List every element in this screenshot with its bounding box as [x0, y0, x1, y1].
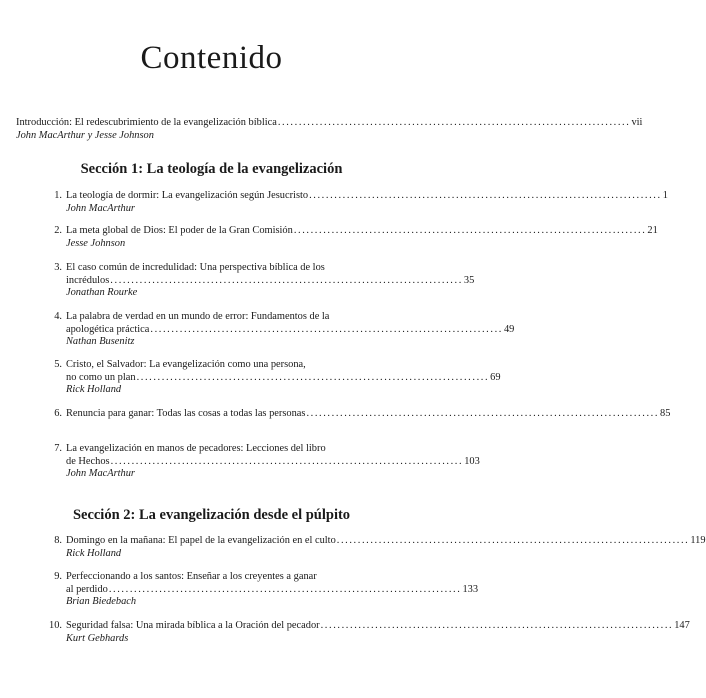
entry-number: 10.: [49, 620, 62, 631]
toc-line: [66, 311, 412, 324]
toc-entry: [42, 443, 480, 481]
entry-number: 4.: [54, 311, 62, 322]
page-number: 69: [490, 371, 501, 383]
entry-number: 5.: [54, 359, 62, 370]
toc-line: [66, 535, 706, 548]
entry-author: Rick Holland: [66, 384, 122, 396]
dot-leader: ....................................................................................: [309, 190, 662, 201]
toc-line: [66, 190, 668, 203]
entry-title: Cristo, el Salvador: La evangelización como una persona,: [66, 359, 306, 370]
entry-author: Brian Biedebach: [66, 596, 137, 608]
toc-entry: [42, 190, 668, 215]
entry-author: Jesse Johnson: [66, 237, 126, 249]
entry-author: Nathan Busenitz: [66, 336, 135, 348]
entry-author: John MacArthur: [66, 468, 135, 480]
dot-leader: ....................................................................................: [110, 274, 463, 286]
dot-leader: ....................................................................................: [150, 323, 503, 335]
toc-line: [66, 371, 501, 385]
entry-title: Renuncia para ganar: Todas las cosas a todas las personas: [66, 408, 306, 419]
toc-line: [66, 620, 690, 633]
dot-leader: ....................................................................................: [108, 583, 462, 595]
entry-title: La meta global de Dios: El poder de la Gran Comisión: [66, 225, 293, 236]
dot-leader: ....................................................................................: [110, 455, 464, 467]
toc-entry: [42, 262, 475, 300]
toc-line: [66, 443, 412, 456]
page-number: 103: [464, 455, 480, 467]
section-heading: Sección 1: La teología de la evangelización: [80, 161, 343, 177]
entry-title: Introducción: El redescubrimiento de la evangelización bíblica: [16, 117, 277, 128]
toc-line: [66, 455, 480, 469]
entry-number: 1.: [54, 190, 62, 201]
dot-leader: ....................................................................................: [306, 408, 660, 419]
entry-title: El caso común de incredulidad: Una perspectiva bíblica de los: [66, 262, 325, 273]
entry-author: Kurt Gebhards: [66, 632, 129, 644]
entry-author: Rick Holland: [66, 547, 122, 559]
entry-number: 9.: [54, 571, 62, 582]
page-number: 49: [503, 323, 515, 335]
toc-line: [66, 225, 658, 238]
toc-entry: [42, 311, 515, 349]
entry-title-cont: no como un plan: [66, 371, 136, 383]
dot-leader: ....................................................................................: [136, 371, 490, 383]
toc-entry: [42, 571, 479, 609]
entry-number: 8.: [54, 535, 62, 546]
entry-number: 7.: [54, 443, 62, 454]
toc-line: [16, 117, 643, 130]
entry-title-cont: incrédulos: [66, 274, 110, 286]
page-number: 21: [647, 225, 658, 236]
toc-line: [66, 571, 412, 584]
entry-author: Jonathan Rourke: [66, 287, 138, 299]
page-number: 147: [674, 620, 690, 631]
page-number: 1: [662, 190, 668, 201]
dot-leader: ....................................................................................: [277, 117, 631, 128]
entry-author: John MacArthur y Jesse Johnson: [16, 129, 154, 141]
page-number: 85: [660, 408, 671, 419]
entry-title: Perfeccionando a los santos: Enseñar a los creyentes a ganar: [66, 571, 317, 582]
entry-number: 3.: [54, 262, 62, 273]
toc-line: [66, 323, 515, 337]
toc-line: [66, 274, 475, 288]
entry-title-cont: apologética práctica: [66, 323, 150, 335]
entry-title-cont: al perdido: [66, 583, 108, 595]
dot-leader: ....................................................................................: [336, 535, 690, 546]
entry-number: 6.: [54, 408, 62, 419]
toc-entry: [42, 359, 501, 397]
toc-line: [66, 359, 412, 372]
page-title: Contenido: [140, 40, 283, 76]
section-heading: Sección 2: La evangelización desde el púlpito: [72, 507, 351, 523]
entry-title: La evangelización en manos de pecadores: Lecciones del libro: [66, 443, 326, 454]
toc-line: [66, 408, 671, 421]
page-number: 119: [690, 535, 706, 546]
entry-author: John MacArthur: [66, 202, 135, 214]
entry-title: Domingo en la mañana: El papel de la evangelización en el culto: [66, 535, 336, 546]
page-number: vii: [631, 117, 643, 128]
toc-entry: [42, 408, 671, 421]
entry-title: La palabra de verdad en un mundo de error: Fundamentos de la: [66, 311, 330, 322]
toc-entry: [42, 620, 690, 645]
entry-number: 2.: [54, 225, 62, 236]
toc-line: [66, 262, 412, 275]
entry-title: La teología de dormir: La evangelización según Jesucristo: [66, 190, 309, 201]
toc-line: [66, 583, 479, 597]
entry-title-cont: de Hechos: [66, 455, 110, 467]
page-number: 35: [463, 274, 475, 286]
entry-title: Seguridad falsa: Una mirada bíblica a la Oración del pecador: [66, 620, 320, 631]
dot-leader: ....................................................................................: [293, 225, 647, 236]
toc-entry: [42, 225, 658, 250]
page-number: 133: [462, 583, 479, 595]
toc-entry-intro: [16, 117, 643, 142]
toc-entry: [42, 535, 706, 560]
dot-leader: ....................................................................................: [320, 620, 674, 631]
